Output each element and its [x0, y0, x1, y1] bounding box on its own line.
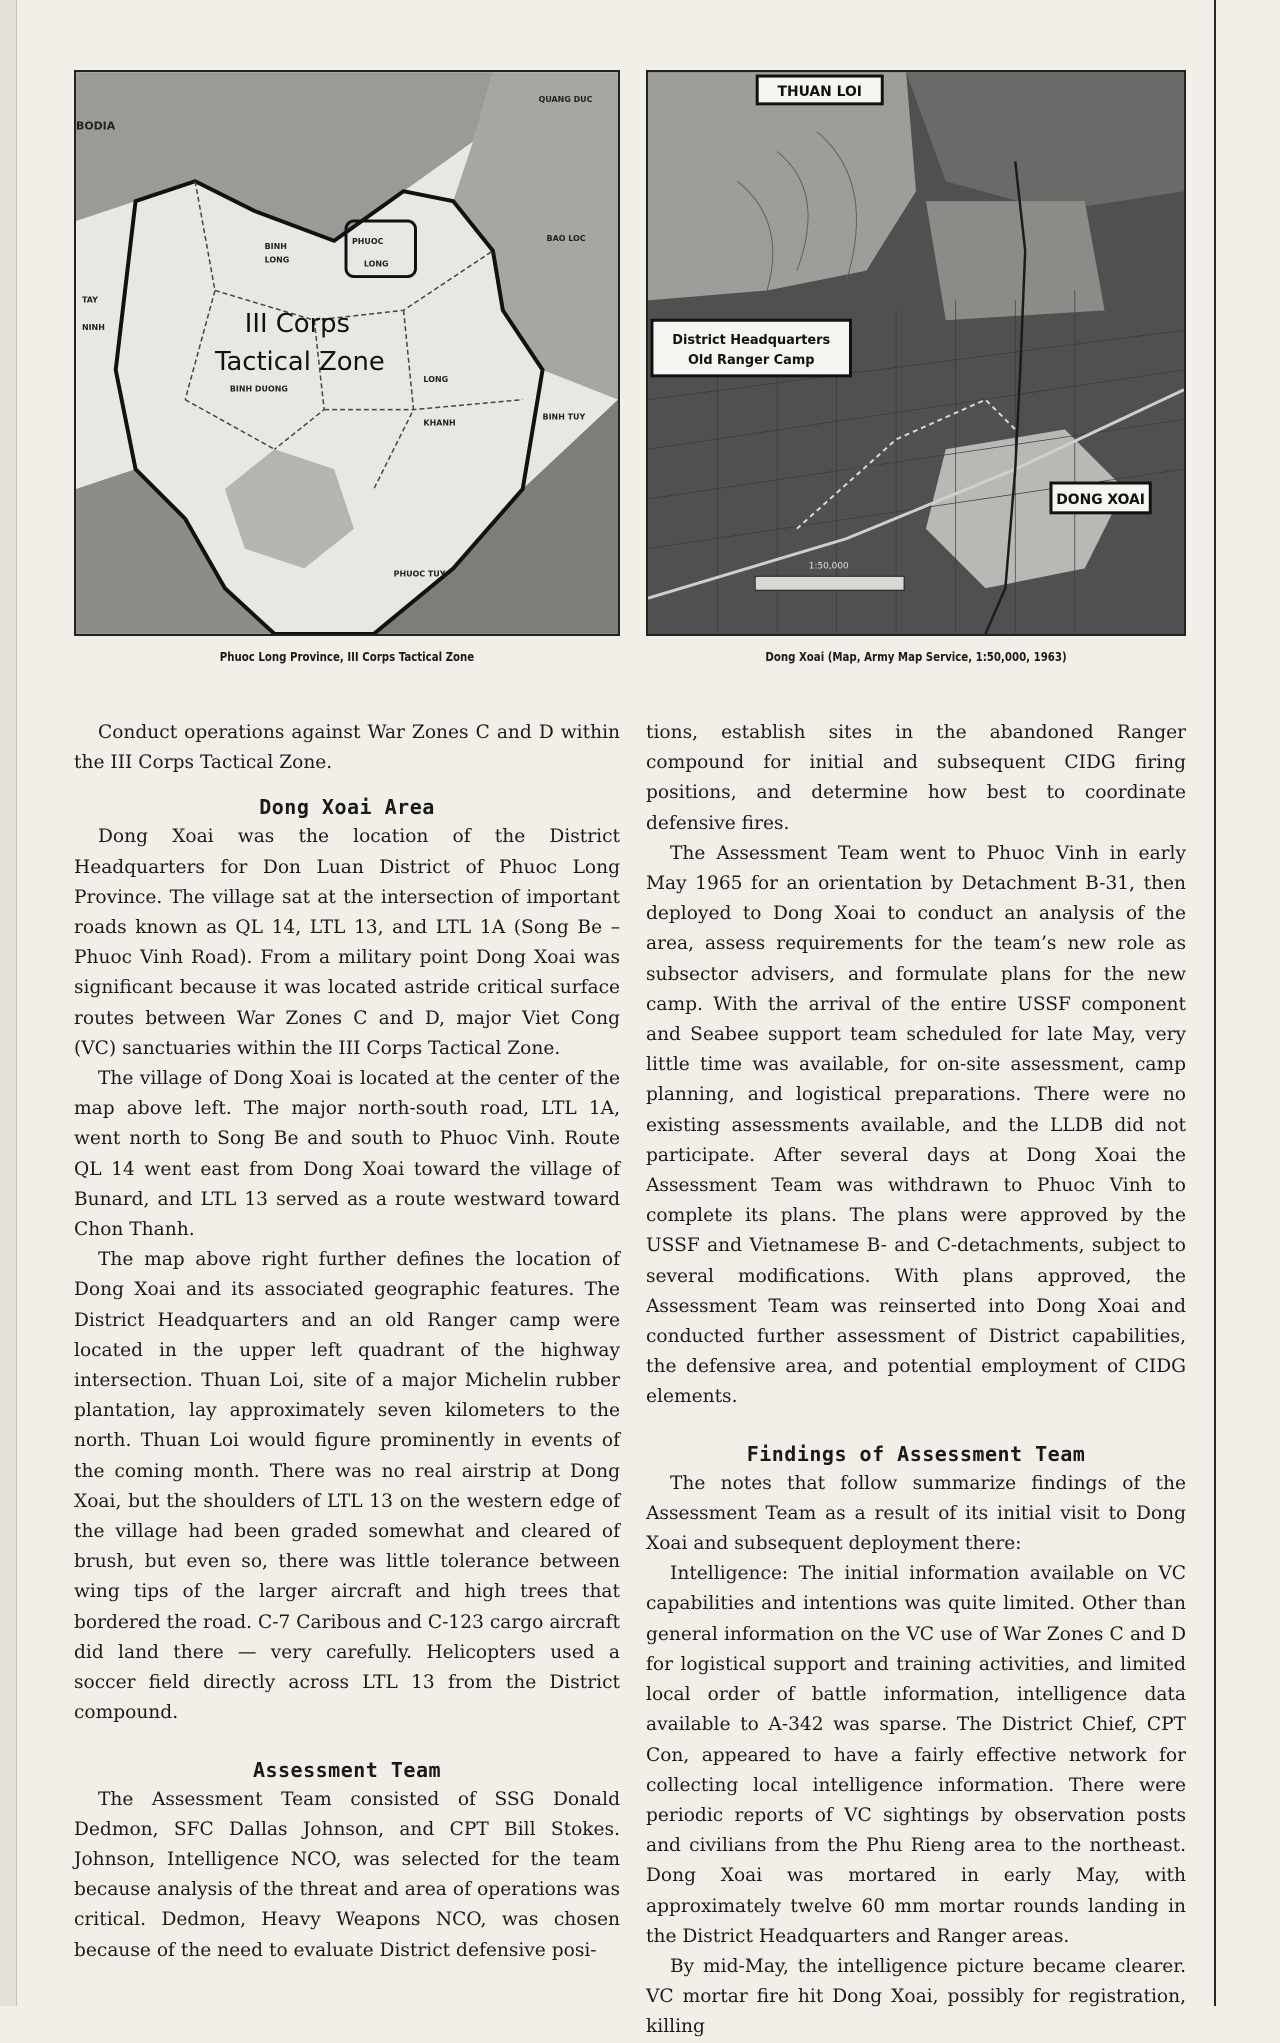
label-long: LONG — [363, 259, 389, 269]
label-binh-duong: BINH DUONG — [229, 384, 288, 394]
label-phuoc-tuy: PHUOC TUY — [393, 569, 446, 579]
paragraph: By mid-May, the intelligence picture became clearer. VC mortar fire hit Dong Xoai, possibly for registration, killing — [646, 1955, 1186, 2038]
intro-paragraph: Conduct operations against War Zones C and D within the III Corps Tactical Zone. — [74, 722, 620, 774]
paragraph: The village of Dong Xoai is located at the center of the map above left. The major north-south road, LTL 1A, went north to Song Be and south to Phuoc Vinh. Route QL 14 went east from Dong Xoai toward the village of Bunard, and LTL 13 served as a route westward toward Chon Thanh. — [74, 1068, 620, 1241]
label-hq-line1: District Headquarters — [672, 333, 831, 349]
label-long-2: LONG — [264, 255, 290, 265]
label-ninh: NINH — [81, 323, 105, 333]
label-zone-line1: III Corps — [244, 309, 351, 340]
paragraph: The Assessment Team went to Phuoc Vinh in early May 1965 for an orientation by Detachment B-31, then deployed to Dong Xoai to conduct an analysis of the area, assess requirements for the team’s new role as subsector advisers, and formulate plans for the new camp. With the arrival of the entire USSF component and Seabee support team scheduled for late May, very little time was available, for on-site assessment, camp planning, and logistical preparations. There were no existing assessments available, and the LLDB did not participate. After several days at Dong Xoai the Assessment Team was withdrawn to Phuoc Vinh to complete its plans. The plans were approved by the USSF and Vietnamese B- and C-detachments, subject to several modifications. With plans approved, the Assessment Team was reinserted into Dong Xoai and conducted further assessment of District capabilities, the defensive area, and potential employment of CIDG elements. — [646, 842, 1186, 1408]
label-quang-duc: QUANG DUC — [538, 94, 593, 104]
paragraph: The map above right further defines the location of Dong Xoai and its associated geographic features. The District Headquarters and an old Ranger camp were located in the upper left quadrant of the highway intersection. Thuan Loi, site of a major Michelin rubber plantation, lay approximately seven kilometers to the north. Thuan Loi would figure prominently in events of the coming month. There was no real airstrip at Dong Xoai, but the shoulders of LTL 13 on the western edge of the village had been graded somewhat and cleared of brush, but even so, there was little tolerance between wing tips of the larger aircraft and high trees that bordered the road. C-7 Caribous and C-123 cargo aircraft did land there — very carefully. Helicopters used a soccer field directly across LTL 13 from the District compound. — [74, 1249, 620, 1724]
paragraph-intelligence: Intelligence: The initial information available on VC capabilities and intentions was quite limited. Other than general information on the VC use of War Zones C and D for logistical support and training activities, and limited local order of battle information, intelligence data available to A-342 was sparse. The District Chief, CPT Con, appeared to have a fairly effective network for collecting local intelligence information. There were periodic reports of VC sightings by observation posts and civilians from the Phu Rieng area to the northeast. Dong Xoai was mortared in early May, with approximately twelve 60 mm mortar rounds landing in the District Headquarters and Ranger areas. — [646, 1563, 1186, 1947]
label-scale: 1:50,000 — [808, 561, 849, 572]
province-map-graphic — [76, 72, 618, 634]
label-bodia: BODIA — [76, 119, 116, 133]
label-long-3: LONG — [423, 374, 449, 384]
map-dong-xoai — [646, 70, 1186, 636]
heading-dong-xoai-area: Dong Xoai Area — [259, 795, 435, 820]
dong-xoai-map-graphic — [648, 72, 1184, 634]
article-column-left — [74, 718, 620, 1966]
label-phuoc: PHUOC — [351, 236, 384, 246]
paragraph: Dong Xoai was the location of the District Headquarters for Don Luan District of Phuoc Long Province. The village sat at the intersection of important roads known as QL 14, LTL 13, and LTL 1A (Song Be – Phuoc Vinh Road). From a military point Dong Xoai was significant because it was located astride critical surface routes between War Zones C and D, major Viet Cong (VC) sanctuaries within the III Corps Tactical Zone. — [74, 826, 620, 1059]
map-phuoc-long-province — [74, 70, 620, 636]
page-left-edge — [0, 0, 17, 2006]
label-dong-xoai: DONG XOAI — [1056, 491, 1145, 508]
paragraph: The notes that follow summarize findings of the Assessment Team as a result of its initial visit to Dong Xoai and subsequent deployment there: — [646, 1472, 1186, 1555]
label-binh-tuy: BINH TUY — [542, 412, 586, 422]
label-thuan-loi: THUAN LOI — [777, 83, 862, 100]
caption-right-figure: Dong Xoai (Map, Army Map Service, 1:50,000, 1963) — [765, 650, 1067, 664]
label-tay: TAY — [81, 295, 98, 305]
label-khanh: KHANH — [423, 418, 456, 428]
article-column-right — [646, 718, 1186, 2043]
scale-bar — [755, 576, 904, 590]
label-zone-line2: Tactical Zone — [214, 346, 385, 377]
heading-assessment-team: Assessment Team — [252, 1757, 442, 1782]
page-right-margin — [1214, 0, 1280, 2006]
label-hq-line2: Old Ranger Camp — [687, 352, 815, 368]
paragraph: The Assessment Team consisted of SSG Donald Dedmon, SFC Dallas Johnson, and CPT Bill Stokes. Johnson, Intelligence NCO, was selected for the team because analysis of the threat and area of operations was critical. Dedmon, Heavy Weapons NCO, was chosen because of the need to evaluate District defensive posi- — [74, 1788, 620, 1961]
heading-findings: Findings of Assessment Team — [746, 1441, 1086, 1466]
label-bao-loc: BAO LOC — [546, 233, 586, 243]
label-binh: BINH — [264, 241, 287, 251]
caption-left-figure: Phuoc Long Province, III Corps Tactical Zone — [219, 650, 475, 664]
paragraph-continued: tions, establish sites in the abandoned Ranger compound for initial and subsequent CIDG firing positions, and determine how best to coordinate defensive fires. — [646, 722, 1186, 834]
